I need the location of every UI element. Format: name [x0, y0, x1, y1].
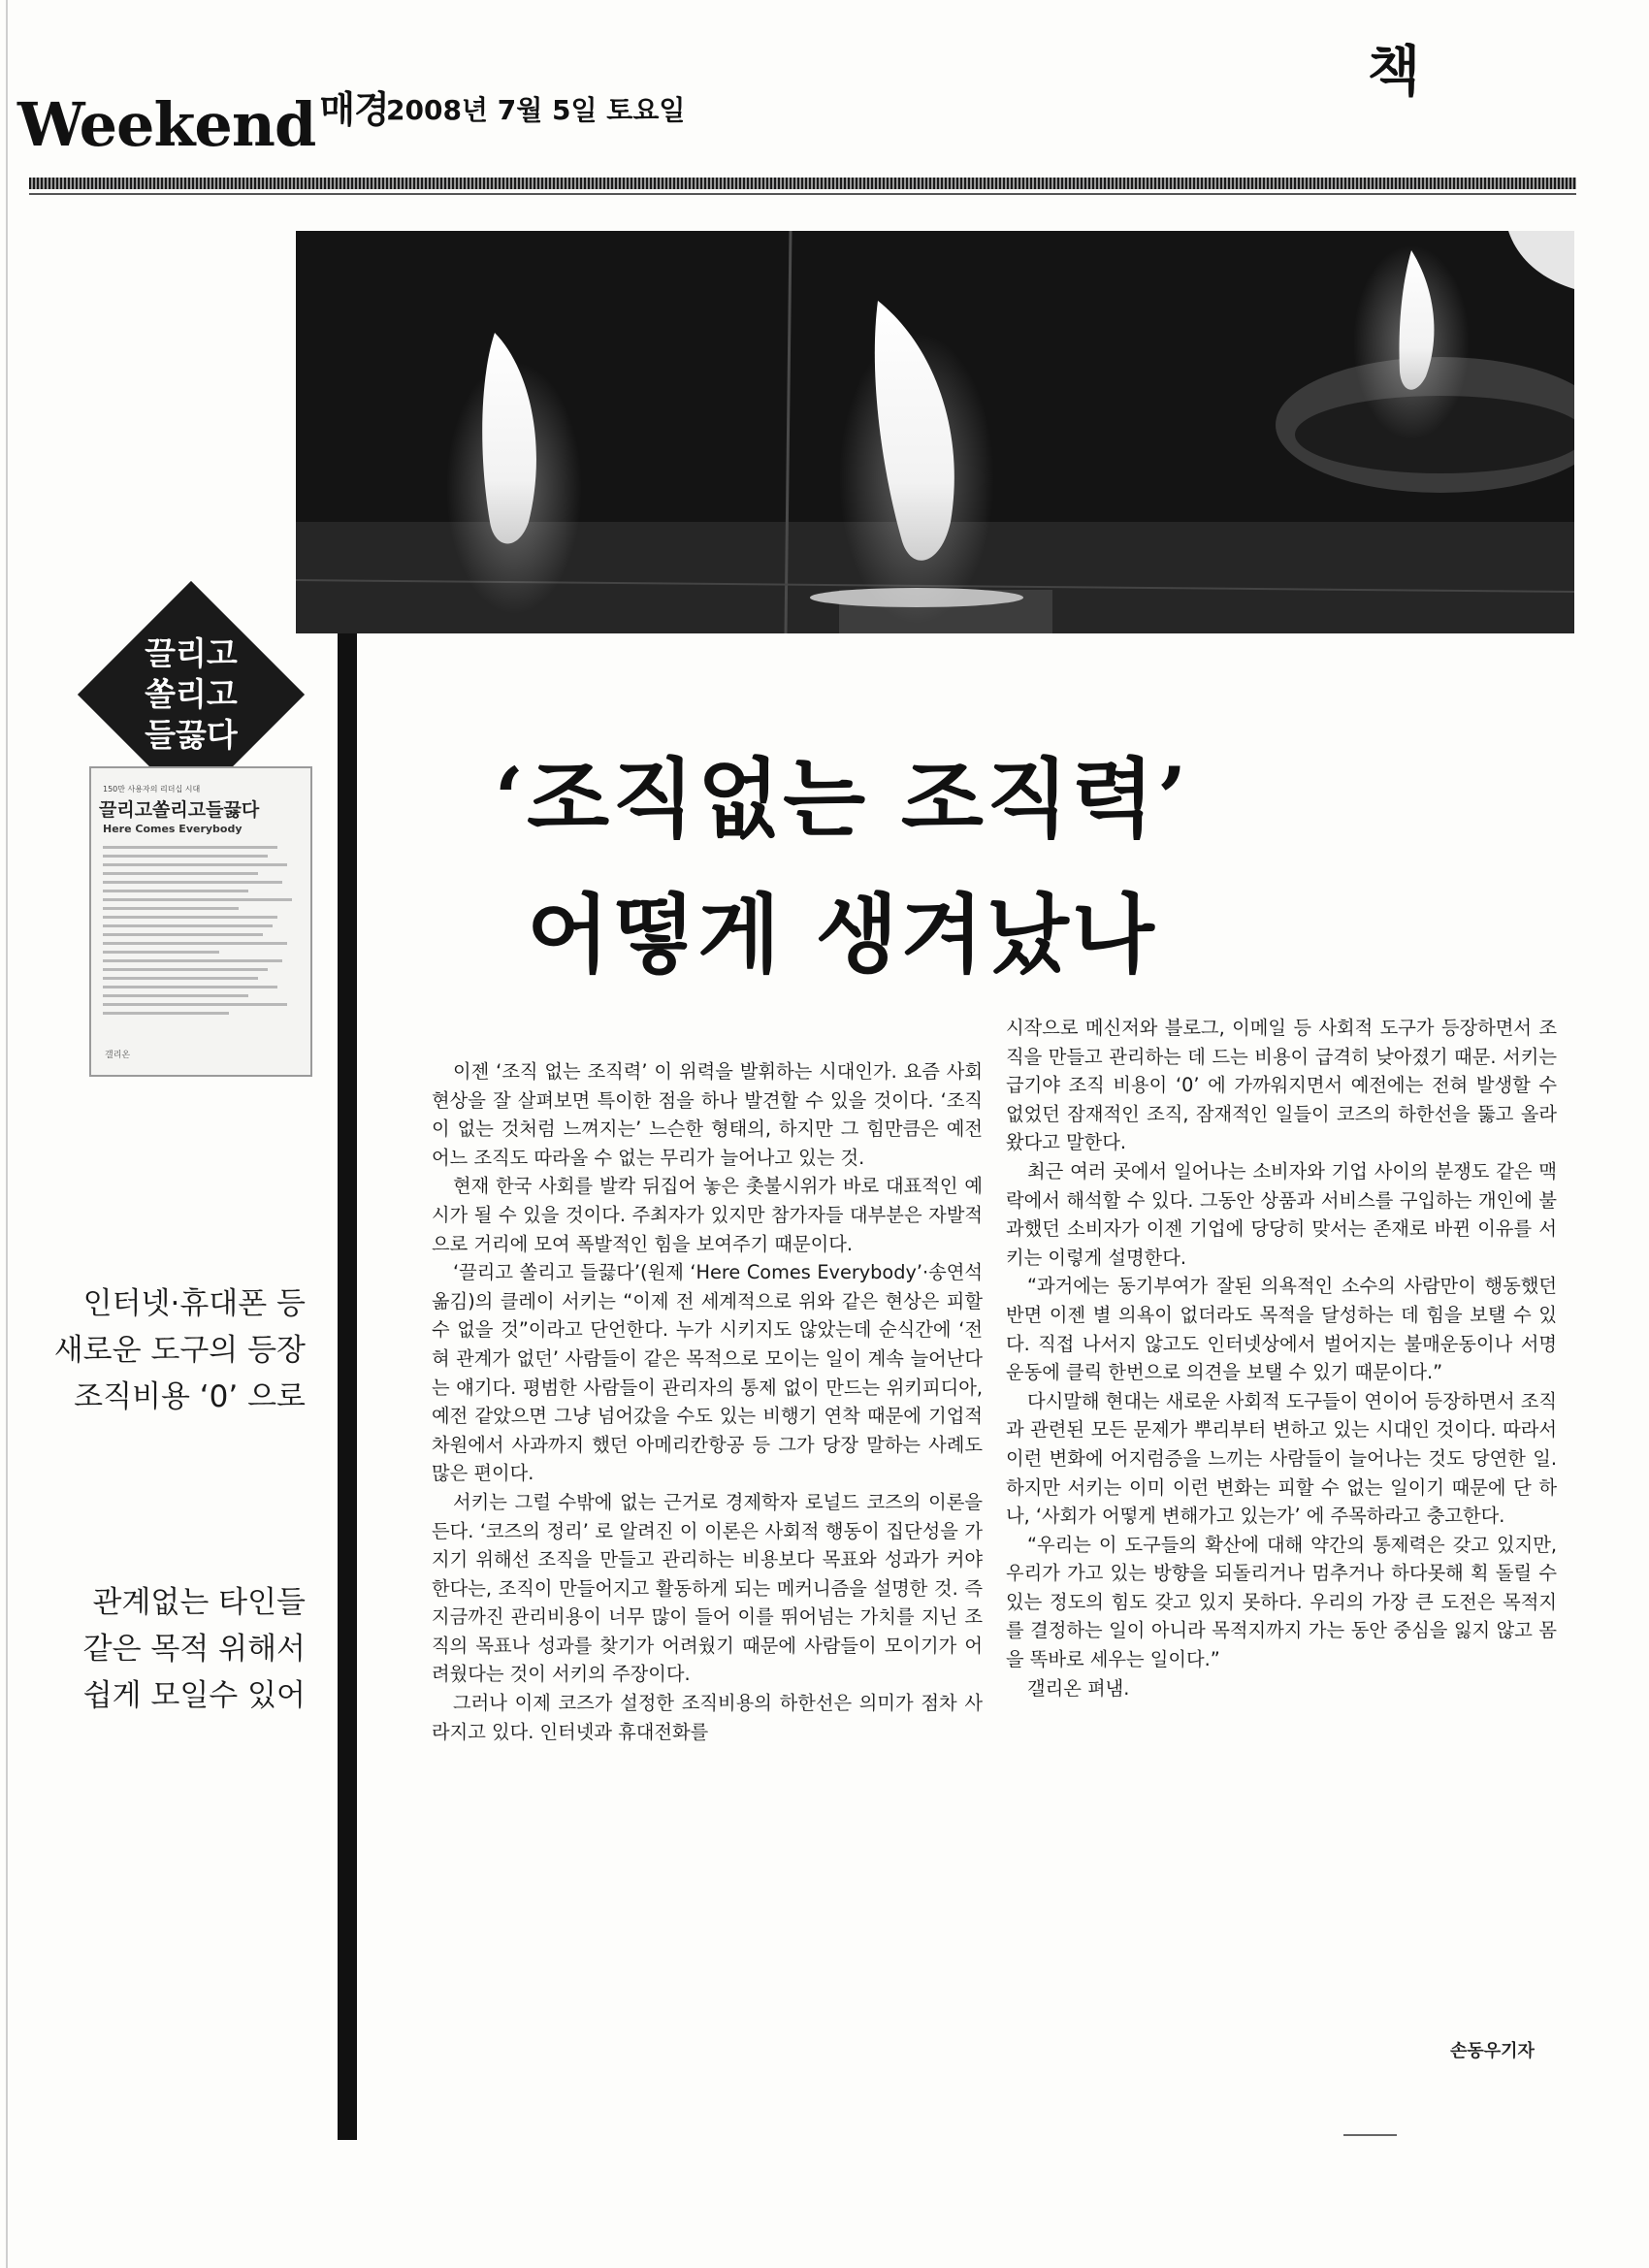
paragraph: ‘끌리고 쏠리고 들끓다’(원제 ‘Here Comes Everybody’·송연석 옮김)의 클레이 서키는 “이제 전 세계적으로 위와 같은 현상은 피할 수 없을 것”이라고 단언한다. 누가 시키지도 않았는데 순식간에 ‘전혀 관계가 없던’ 사람들이 같은 목적으로 모이는 일이 계속 늘어난다는 얘기다. 평범한 사람들이 관리자의 통제 없이 만드는 위키피디아, 예전 같았으면 그냥 넘어갔을 수도 있는 비행기 연착 때문에 기업적 차원에서 사과까지 했던 아메리칸항공 등 그가 당장 말하는 사례도 많은 편이다. [432, 1261, 983, 1485]
book-cover [89, 766, 312, 1077]
book-cover-title: 끌리고쏠리고들끓다 [99, 799, 260, 821]
paragraph: 시작으로 메신저와 블로그, 이메일 등 사회적 도구가 등장하면서 조직을 만들고 관리하는 데 드는 비용이 급격히 낮아졌기 때문. 서키는 급기야 조직 비용이 ‘0’ 에 가까워지면서 예전에는 전혀 발생할 수 없었던 잠재적인 조직, 잠재적인 일들이 코즈의 하한선을 뚫고 올라왔다고 말한다. [1006, 1017, 1557, 1154]
headline-line-2: 어떻게 생겨났나 [527, 884, 1157, 985]
badge-text: 끌리고 쏠리고 들끓다 [145, 634, 238, 754]
masthead-brand-sub: 매경 [319, 88, 389, 131]
paragraph: 서키는 그럴 수밖에 없는 근거로 경제학자 로널드 코즈의 이론을 든다. ‘코즈의 정리’ 로 알려진 이 이론은 사회적 행동이 집단성을 가지기 위해선 조직을 만들고 관리하는 비용보다 목표와 성과가 커야 한다는, 조직이 만들어지고 활동하게 되는 메커니즘을 설명한 것. 즉 지금까진 관리비용이 너무 많이 들어 이를 뛰어넘는 가치를 지닌 조직의 목표나 성과를 찾기가 어려웠기 때문에 사람들이 모이기가 어려웠다는 것이 서키의 주장이다. [432, 1490, 983, 1686]
byline: 손동우기자 [1450, 2041, 1535, 2061]
paragraph: 다시말해 현대는 새로운 사회적 도구들이 연이어 등장하면서 조직과 관련된 모든 문제가 뿌리부터 변하고 있는 시대인 것이다. 따라서 이런 변화에 어지럼증을 느끼는 사람들이 늘어나는 것도 당연한 일. 하지만 서키는 이미 이런 변화는 피할 수 없는 일이기 때문에 단 하나, ‘사회가 어떻게 변해가고 있는가’ 에 주목하라고 충고한다. [1006, 1389, 1557, 1528]
article-left-rule [338, 633, 357, 2140]
paragraph: 이젠 ‘조직 없는 조직력’ 이 위력을 발휘하는 시대인가. 요즘 사회 현상을 잘 살펴보면 특이한 점을 하나 발견할 수 있을 것이다. ‘조직이 없는 것처럼 느껴지는’ 느슨한 형태의, 하지만 그 힘만큼은 예전 어느 조직도 따라올 수 없는 무리가 늘어나고 있는 것. [432, 1060, 983, 1169]
pull-quote-1: 인터넷·휴대폰 등 새로운 도구의 등장 조직비용 ‘0’ 으로 [53, 1286, 306, 1414]
book-kicker: 150만 사용자의 리더십 시대 [103, 785, 201, 794]
article-column-2 [1006, 1014, 1557, 1702]
candle-photo [296, 231, 1574, 633]
headline-line-1: ‘조직없는 조직력’ [494, 748, 1190, 849]
issue-date: 2008년 7월 5일 토요일 [386, 94, 686, 126]
pull-quote-2: 관계없는 타인들 같은 목적 위해서 쉽게 모일수 있어 [82, 1585, 306, 1713]
book-publisher: 갤리온 [105, 1051, 131, 1060]
paragraph: “과거에는 동기부여가 잘된 의욕적인 소수의 사람만이 행동했던 반면 이젠 별 의욕이 없더라도 목적을 달성하는 데 힘을 보탤 수 있다. 직접 나서지 않고도 인터넷상에서 벌어지는 불매운동이나 서명운동에 클릭 한번으로 의견을 보탤 수 있기 때문이다.” [1006, 1275, 1557, 1384]
masthead-rule-thin [29, 193, 1576, 195]
book-cover-text-lines [103, 846, 297, 1021]
paragraph: 현재 한국 사회를 발칵 뒤집어 놓은 촛불시위가 바로 대표적인 예시가 될 수 있을 것이다. 주최자가 있지만 참가자들 대부분은 자발적으로 거리에 모여 폭발적인 힘을 보여주기 때문이다. [432, 1175, 983, 1255]
article-column-1 [432, 1057, 983, 1746]
book-cover-subtitle: Here Comes Everybody [103, 823, 242, 835]
paragraph: 최근 여러 곳에서 일어나는 소비자와 기업 사이의 분쟁도 같은 맥락에서 해석할 수 있다. 그동안 상품과 서비스를 구입하는 개인에 불과했던 소비자가 이젠 기업에 당당히 맞서는 존재로 바뀐 이유를 서키는 이렇게 설명한다. [1006, 1159, 1557, 1269]
paragraph: 그러나 이제 코즈가 설정한 조직비용의 하한선은 의미가 점차 사라지고 있다. 인터넷과 휴대전화를 [432, 1692, 983, 1743]
masthead-brand-text: Weekend [17, 89, 316, 160]
paragraph: “우리는 이 도구들의 확산에 대해 약간의 통제력은 갖고 있지만, 우리가 가고 있는 방향을 되돌리거나 멈추거나 하다못해 획 돌릴 수 있는 정도의 힘도 갖고 있지 못하다. 우리의 가장 큰 도전은 목적지를 결정하는 일이 아니라 목적지까지 가는 동안 중심을 잃지 않고 몸을 똑바로 세우는 일이다.” [1006, 1533, 1557, 1671]
paragraph: 갤리온 펴냄. [1027, 1676, 1130, 1700]
masthead-rule [29, 178, 1576, 189]
article-headline [357, 730, 1327, 1002]
section-label: 책 [1368, 41, 1421, 104]
print-mark [1343, 2134, 1397, 2136]
candle-flames-photo [296, 231, 1574, 633]
masthead-logo [17, 89, 389, 160]
page-edge [6, 0, 8, 2268]
